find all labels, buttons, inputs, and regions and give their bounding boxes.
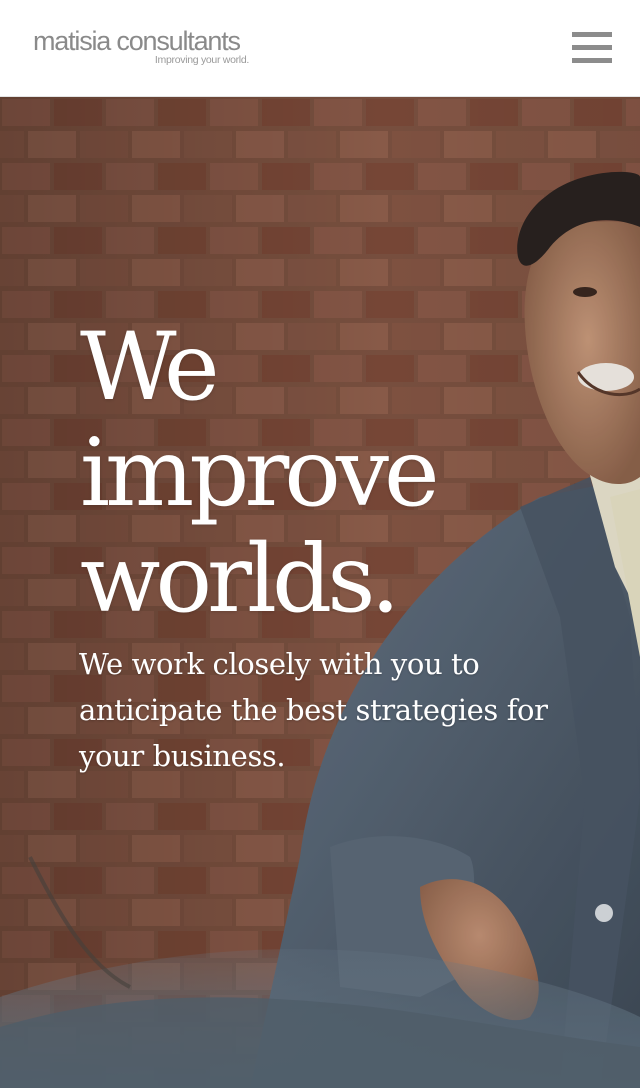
- logo-name: matisia consultants: [33, 26, 240, 56]
- site-logo[interactable]: [33, 26, 253, 70]
- hamburger-menu-icon: [572, 32, 612, 37]
- hamburger-menu-icon: [572, 58, 612, 63]
- hamburger-menu-icon: [572, 45, 612, 50]
- headline-line: worlds.: [80, 525, 396, 634]
- hero-headline: [80, 315, 540, 633]
- hamburger-menu-button[interactable]: [566, 28, 618, 70]
- site-header: [0, 0, 640, 97]
- hero-subtext: We work closely with you to anticipate the best strategies for your business.: [79, 647, 548, 773]
- headline-line: We: [80, 313, 215, 422]
- logo-tagline: Improving your world.: [154, 54, 249, 66]
- headline-line: improve: [80, 419, 435, 528]
- hero-section: [0, 97, 640, 1088]
